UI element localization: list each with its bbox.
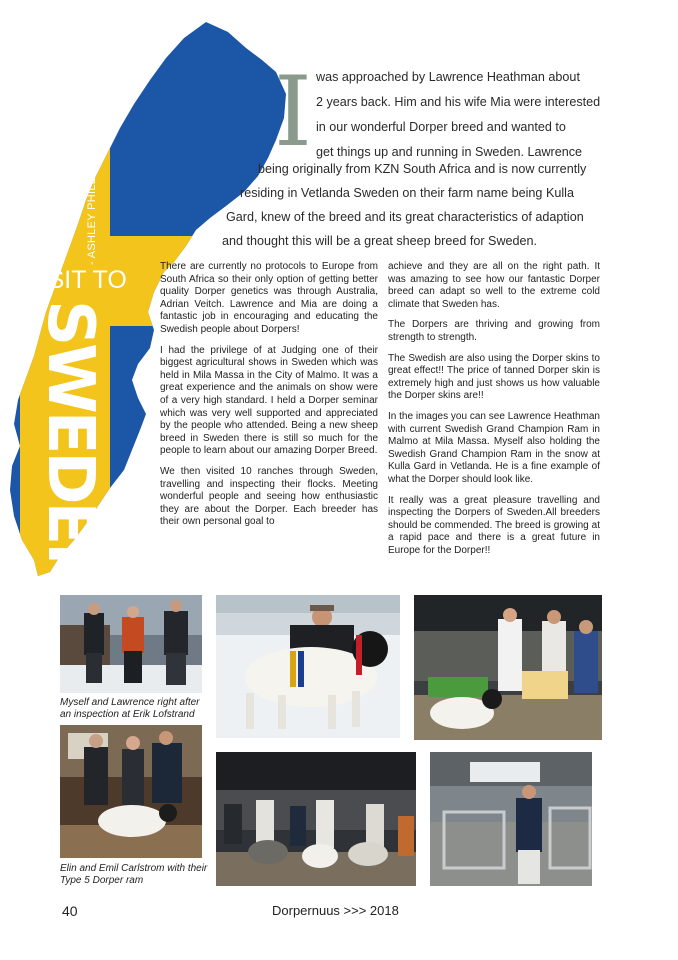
paragraph: I had the privilege of at Judging one of their biggest agricultural shows in Sweden which was held in Mila Massa in the City of Malmo. It was a great experience and the animals on show were of a very high standard. I held a Dorper seminar which was very well supported and appreciated by the people who attended. Being a new sheep breed in Sweden there is still so much for the people to learn about our amazing Dorper Breed. — [160, 344, 378, 457]
paragraph: It really was a great pleasure travelling and inspecting the Dorpers of Sweden.All breeders should be commended. The breed is growing at a rapid pace and there is a great future in Europe for the Dorper!! — [388, 494, 600, 556]
publication-footer: Dorpernuus >>> 2018 — [272, 903, 399, 918]
intro-line: was approached by Lawrence Heathman about — [316, 70, 580, 84]
photo-caption: Elin and Emil Carlstrom with their Type 5 Dorper ram — [60, 863, 208, 886]
photo-carlstrom-ram — [60, 725, 202, 858]
intro-line: being originally from KZN South Africa and is now currently — [258, 162, 587, 176]
article-column-right — [388, 261, 600, 565]
headline-sweden: SWEDEN — [33, 300, 107, 593]
photo-show-ring-malmo — [414, 595, 602, 740]
photo-inspection-erik-lofstrand — [60, 595, 202, 693]
paragraph: We then visited 10 ranches through Sweden, travelling and inspecting their flocks. Meeting wonderful people and seeing how enthusiastic they are about the Dorper. Each breeder has their own personal goal to — [160, 465, 378, 528]
headline-visit-to: VISIT TO — [24, 266, 127, 294]
intro-line: residing in Vetlanda Sweden on their farm name being Kulla — [240, 186, 574, 200]
intro-line: Gard, knew of the breed and its great characteristics of adaption — [226, 210, 584, 224]
drop-cap: I — [274, 56, 312, 168]
photo-judging-arena — [216, 752, 416, 886]
paragraph: In the images you can see Lawrence Heathman with current Swedish Grand Champion Ram in Malmo at Mila Massa. Myself also holding the Swedish Grand Champion Ram in the snow at Kulla Gard in Vetlanda. He is a fine example of what the Dorper should look like. — [388, 410, 600, 485]
intro-line: and thought this will be a great sheep breed for Sweden. — [222, 234, 538, 248]
paragraph: achieve and they are all on the right path. It was amazing to see how our fantastic Dorper breed can adapt so well to the extreme cold climate that Sweden has. — [388, 261, 600, 310]
paragraph: The Dorpers are thriving and growing from strength to strength. — [388, 319, 600, 343]
photo-champion-ram-snow — [216, 595, 400, 738]
photo-barn-pens — [430, 752, 592, 886]
paragraph: The Swedish are also using the Dorper skins to great effect!! The price of tanned Dorper skin is extremely high and just shows us how valuable the Dorper skins are!! — [388, 352, 600, 402]
article-column-left — [160, 261, 378, 537]
author-byline: - ASHLEY PHILLIPS — [86, 159, 98, 265]
intro-line: 2 years back. Him and his wife Mia were interested — [316, 95, 601, 109]
paragraph: There are currently no protocols to Europe from South Africa so their only option of getting better quality Dorper genetics was through Australia, Adrian Veitch. Lawrence and Mia are doing a fantastic job in encouraging and educating the Swedish people about Dorpers! — [160, 261, 378, 335]
intro-line: in our wonderful Dorper breed and wanted to — [316, 120, 566, 134]
photo-caption: Myself and Lawrence right after an inspection at Erik Lofstrand — [60, 697, 200, 720]
page-number: 40 — [62, 903, 78, 919]
intro-line: get things up and running in Sweden. Lawrence — [316, 145, 583, 159]
